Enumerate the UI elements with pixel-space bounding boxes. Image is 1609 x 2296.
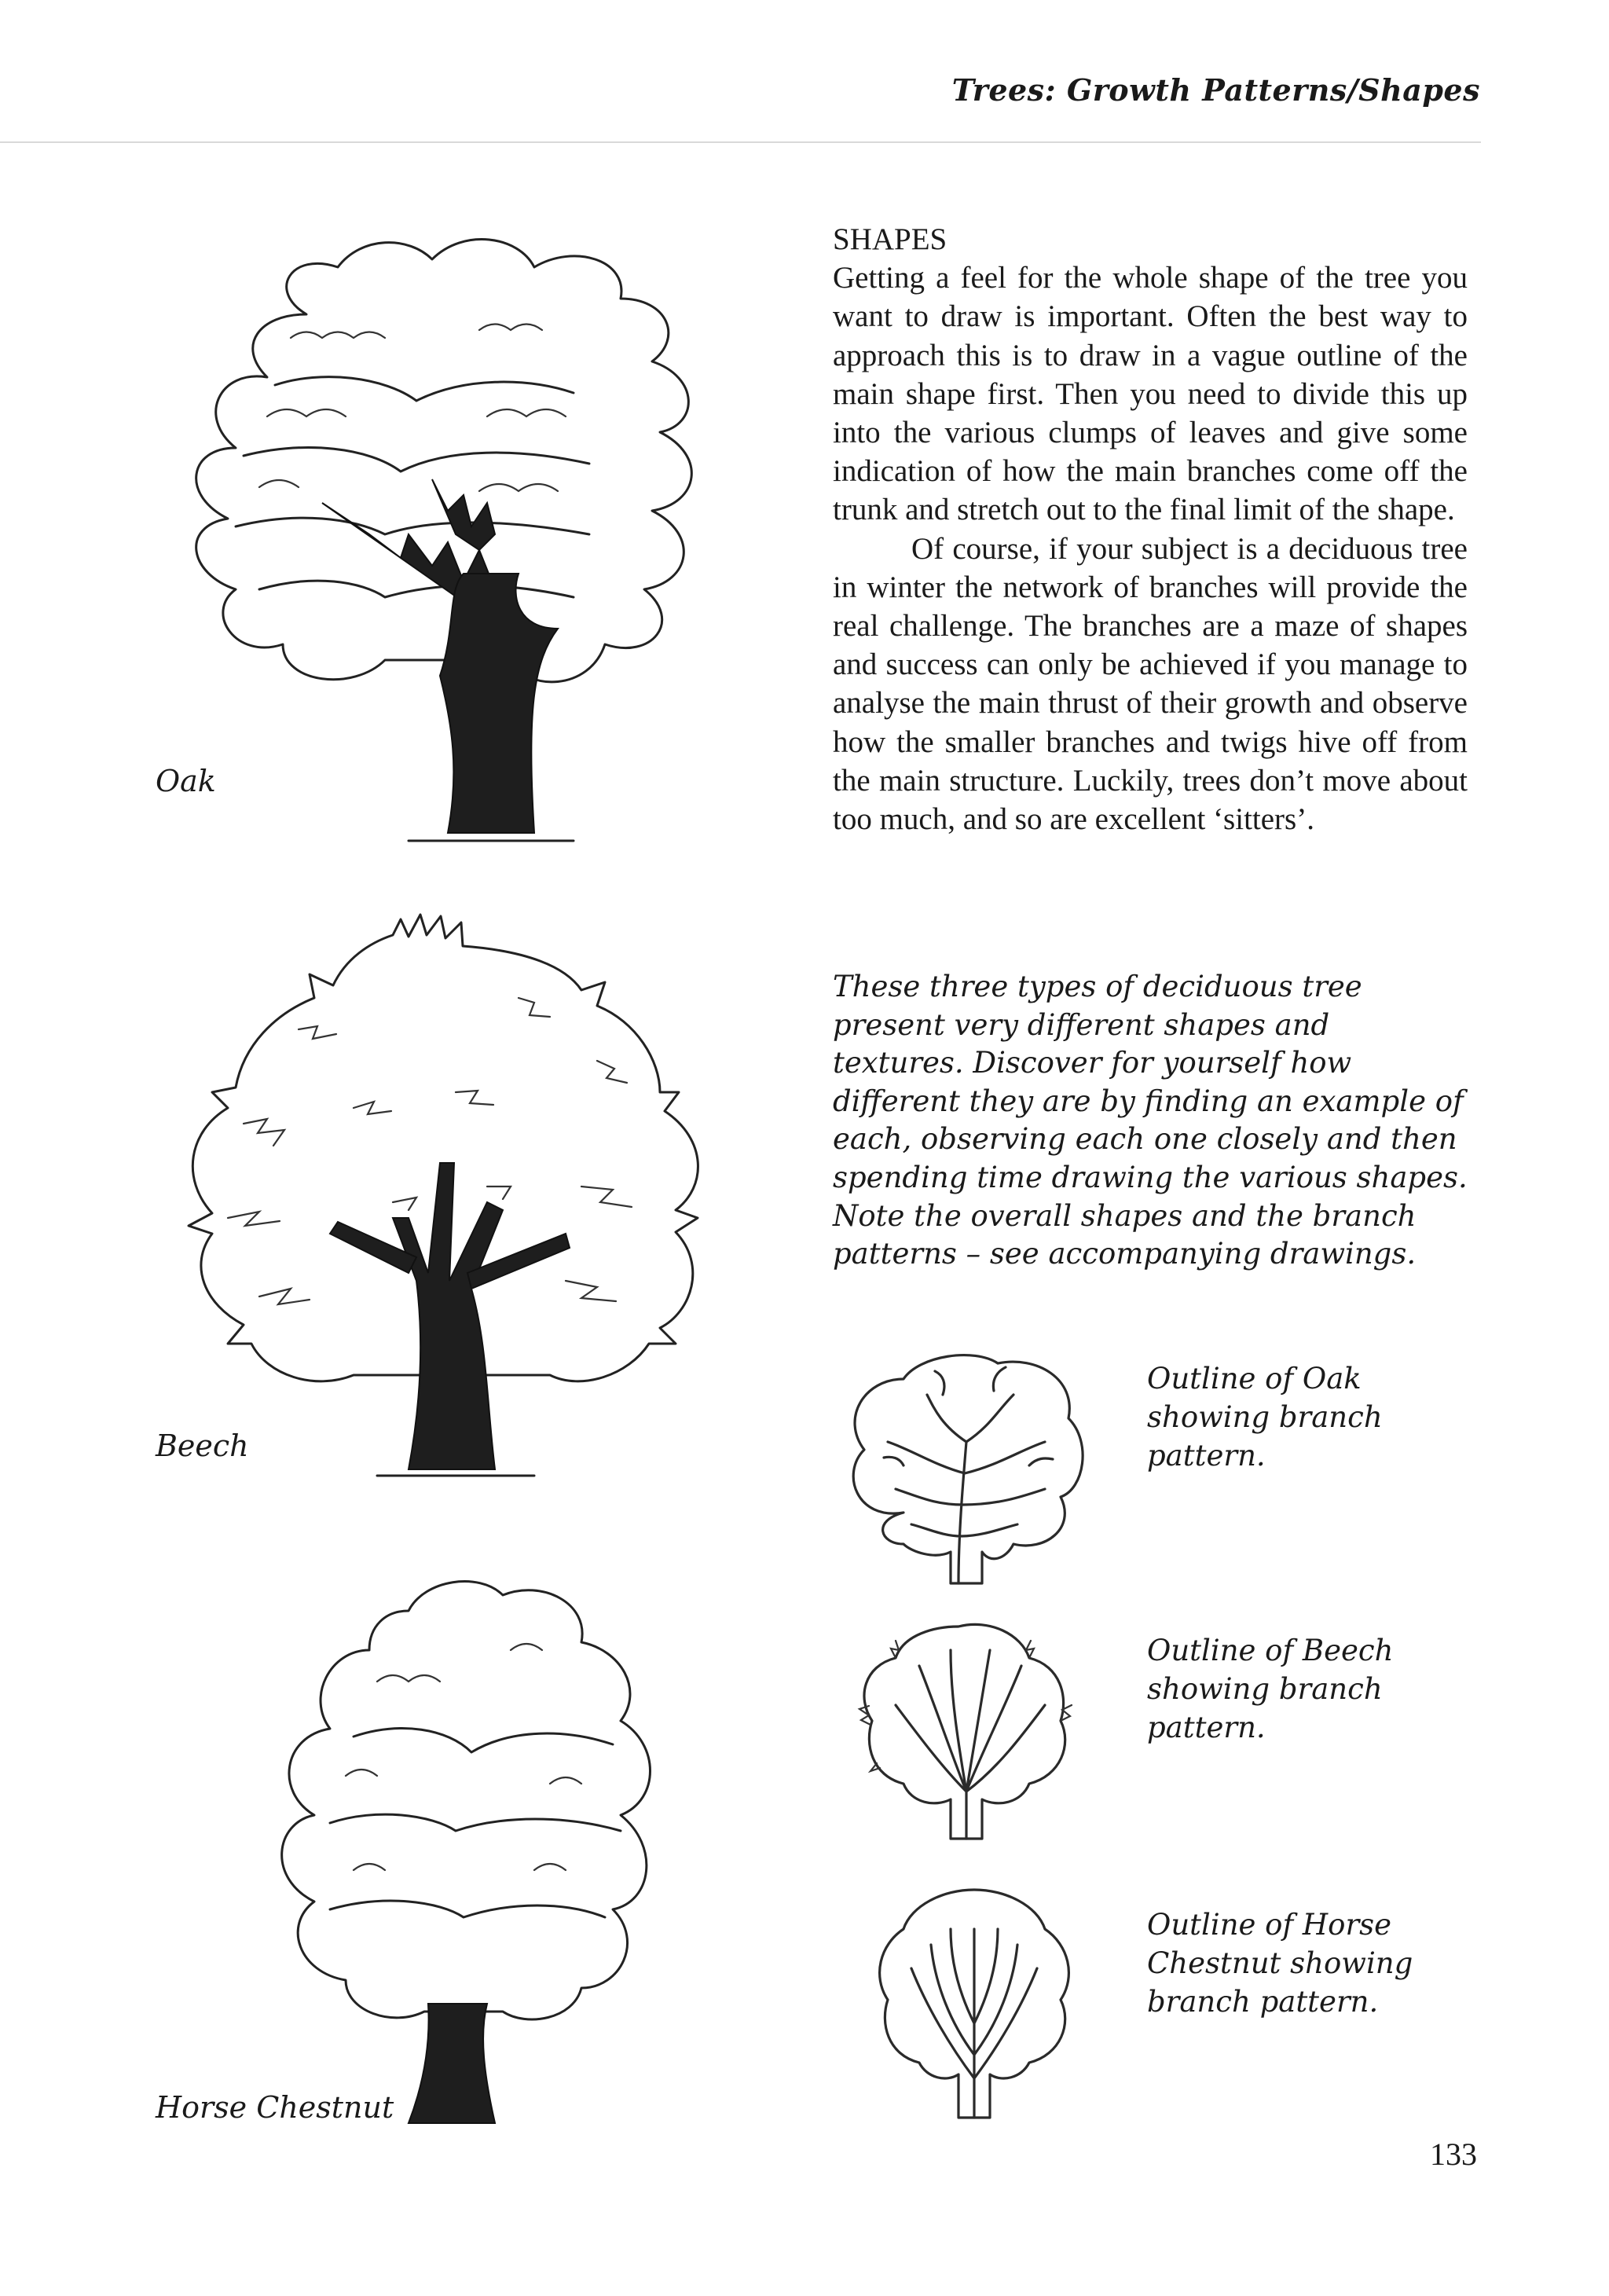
- beech-tree-illustration: [157, 904, 754, 1501]
- horse-chestnut-outline-diagram: [856, 1882, 1092, 2125]
- page-number: 133: [1430, 2136, 1477, 2172]
- italic-intro-paragraph: These three types of deciduous tree present very different shapes and textures. Discover for yourself how different they are by finding an example of each, observing each one closely and then spending time drawing the various shapes. Note the overall shapes and the branch patterns – see accompanying drawings.: [833, 970, 1468, 1271]
- body-paragraph-2: Of course, if your subject is a deciduous tree in winter the network of branches will provide the real challenge. The branches are a maze of shapes and success can only be achieved if you manage to analyse the main thrust of their growth and observe how the smaller branches and twigs hive off from the main structure. Luckily, trees don’t move about too much, and so are excellent ‘sitters’.: [833, 531, 1468, 837]
- beech-outline-caption: Outline of Beech showing branch pattern.: [1147, 1634, 1394, 1744]
- oak-outline-caption: Outline of Oak showing branch pattern.: [1147, 1362, 1383, 1473]
- oak-tree-illustration: [149, 220, 778, 849]
- running-head-title: Trees: Growth Patterns/Shapes: [951, 72, 1480, 108]
- header-rule: [0, 141, 1481, 143]
- shapes-body-text: [833, 220, 1468, 838]
- section-heading: SHAPES: [833, 222, 947, 256]
- beech-label: Beech: [156, 1429, 249, 1463]
- horse-chestnut-label: Horse Chestnut: [156, 2090, 394, 2125]
- body-paragraph-1: Getting a feel for the whole shape of the tree you want to draw is important. Often the best way to approach this is to draw in a vague outline of the main shape first. Then you need to divide this up into the various clumps of leaves and give some indication of how the main branches come off the trunk and stretch out to the final limit of the shape.: [833, 261, 1468, 527]
- beech-outline-diagram: [833, 1611, 1092, 1854]
- oak-label: Oak: [156, 764, 216, 798]
- horse-chestnut-tree-illustration: [251, 1564, 691, 2129]
- oak-outline-diagram: [825, 1348, 1100, 1599]
- horse-chestnut-outline-caption: Outline of Horse Chestnut showing branch pattern.: [1147, 1908, 1413, 2019]
